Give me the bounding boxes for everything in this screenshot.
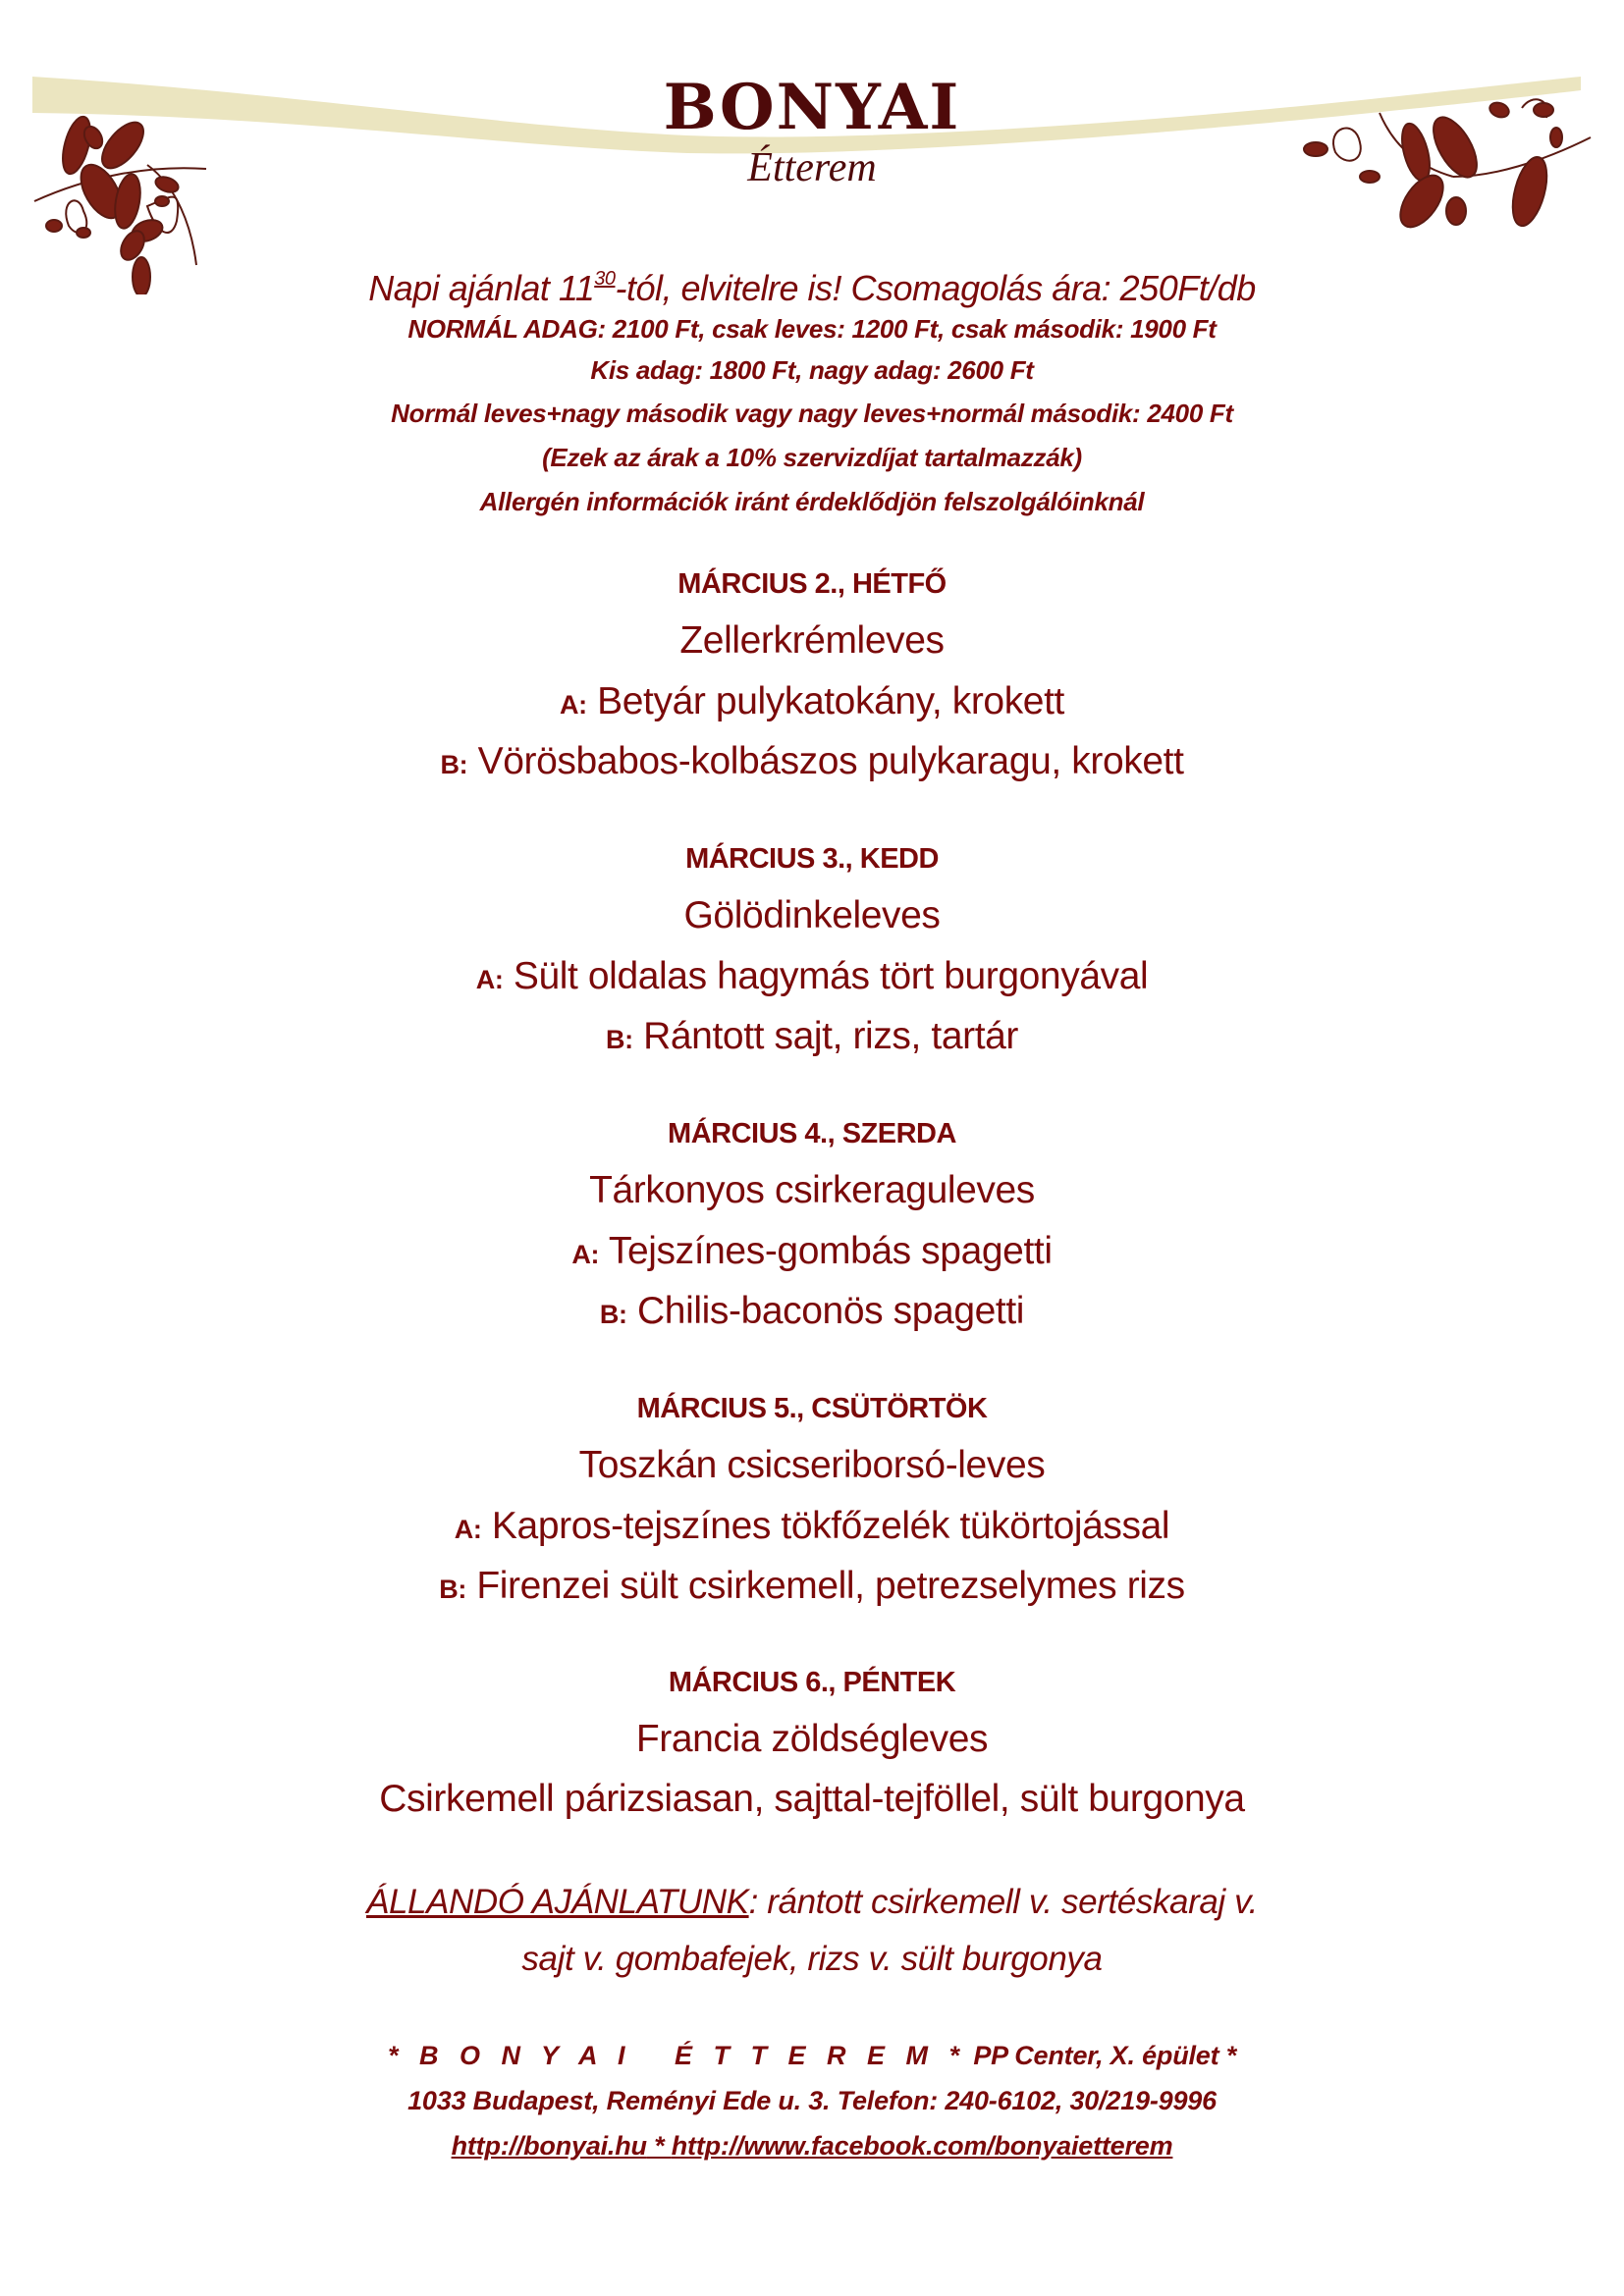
option-dish: Tejszínes-gombás spagetti	[608, 1230, 1053, 1272]
option-label: B:	[605, 1025, 633, 1054]
day-soup: Gölödinkeleves	[683, 894, 941, 936]
option-a	[0, 1504, 1624, 1552]
option-label: A:	[454, 1515, 482, 1544]
option-dish: Kapros-tejszínes tökfőzelék tükörtojással	[491, 1505, 1170, 1547]
option-dish: Vörösbabos-kolbászos pulykaragu, krokett	[477, 740, 1184, 782]
option-a	[0, 954, 1624, 1002]
option-b	[0, 739, 1624, 787]
intro-prefix: Napi ajánlat 11	[368, 268, 595, 308]
day-heading: MÁRCIUS 5., CSÜTÖRTÖK	[636, 1393, 988, 1424]
option-label: A:	[560, 690, 587, 720]
day-heading: MÁRCIUS 4., SZERDA	[668, 1118, 956, 1149]
permanent-offer-text: : rántott csirkemell v. sertéskaraj v.	[748, 1883, 1258, 1921]
option-label: A:	[475, 965, 504, 994]
logo-subtitle: Étterem	[747, 145, 877, 190]
footer-location: PP Center, X. épület *	[966, 2041, 1237, 2070]
option-label: B:	[599, 1300, 627, 1329]
option-label: A:	[571, 1240, 600, 1269]
intro-time-superscript: 30	[594, 268, 616, 290]
option-b	[0, 1289, 1624, 1337]
day-heading: MÁRCIUS 6., PÉNTEK	[668, 1667, 956, 1698]
day-soup: Francia zöldségleves	[635, 1718, 989, 1760]
option-label: B:	[439, 1575, 466, 1604]
option-a	[0, 1229, 1624, 1277]
option-b	[0, 1014, 1624, 1062]
footer-links	[0, 2130, 1624, 2162]
option-dish: Rántott sajt, rizs, tartár	[643, 1015, 1019, 1057]
pricing-line: Kis adag: 1800 Ft, nagy adag: 2600 Ft	[590, 355, 1034, 385]
option-b	[0, 1564, 1624, 1612]
permanent-offer-line1	[0, 1882, 1624, 1923]
day-soup: Tárkonyos csirkeraguleves	[589, 1169, 1035, 1211]
day-heading: MÁRCIUS 3., KEDD	[685, 843, 939, 875]
permanent-offer-line2: sajt v. gombafejek, rizs v. sült burgonya	[521, 1940, 1103, 1978]
footer-address: 1033 Budapest, Reményi Ede u. 3. Telefon: 240-6102, 30/219-9996	[407, 2086, 1217, 2115]
option-a	[0, 679, 1624, 727]
website-link[interactable]: http://bonyai.hu	[451, 2131, 647, 2161]
permanent-offer-label: ÁLLANDÓ AJÁNLATUNK	[366, 1883, 749, 1921]
footer-separator: *	[646, 2131, 672, 2161]
option-label: B:	[440, 750, 468, 779]
intro-suffix: -tól, elvitelre is! Csomagolás ára: 250Ft/db	[615, 268, 1256, 308]
pricing-line: NORMÁL ADAG: 2100 Ft, csak leves: 1200 Ft, csak második: 1900 Ft	[407, 314, 1217, 344]
pricing-line: (Ezek az árak a 10% szervizdíjat tartalmazzák)	[542, 443, 1082, 472]
option-dish: Sült oldalas hagymás tört burgonyával	[513, 955, 1149, 997]
footer-name-line	[0, 2040, 1624, 2071]
option-dish: Betyár pulykatokány, krokett	[597, 680, 1064, 722]
day-soup: Toszkán csicseriborsó-leves	[578, 1444, 1046, 1486]
footer-restaurant-name: * B O N Y A I É T T E R E M *	[387, 2041, 967, 2070]
option-dish: Chilis-baconös spagetti	[637, 1290, 1025, 1332]
option-dish: Firenzei sült csirkemell, petrezselymes rizs	[476, 1565, 1185, 1607]
day-soup: Zellerkrémleves	[679, 619, 945, 662]
intro-line	[0, 257, 1624, 310]
facebook-link[interactable]: http://www.facebook.com/bonyaietterem	[671, 2131, 1173, 2161]
pricing-line: Normál leves+nagy második vagy nagy leves+normál második: 2400 Ft	[391, 399, 1233, 428]
day-main: Csirkemell párizsiasan, sajttal-tejföllel, sült burgonya	[379, 1778, 1245, 1820]
logo-title: BONYAI	[663, 71, 961, 144]
pricing-line: Allergén információk iránt érdeklődjön felszolgálóinknál	[479, 487, 1145, 516]
day-heading: MÁRCIUS 2., HÉTFŐ	[677, 568, 947, 600]
